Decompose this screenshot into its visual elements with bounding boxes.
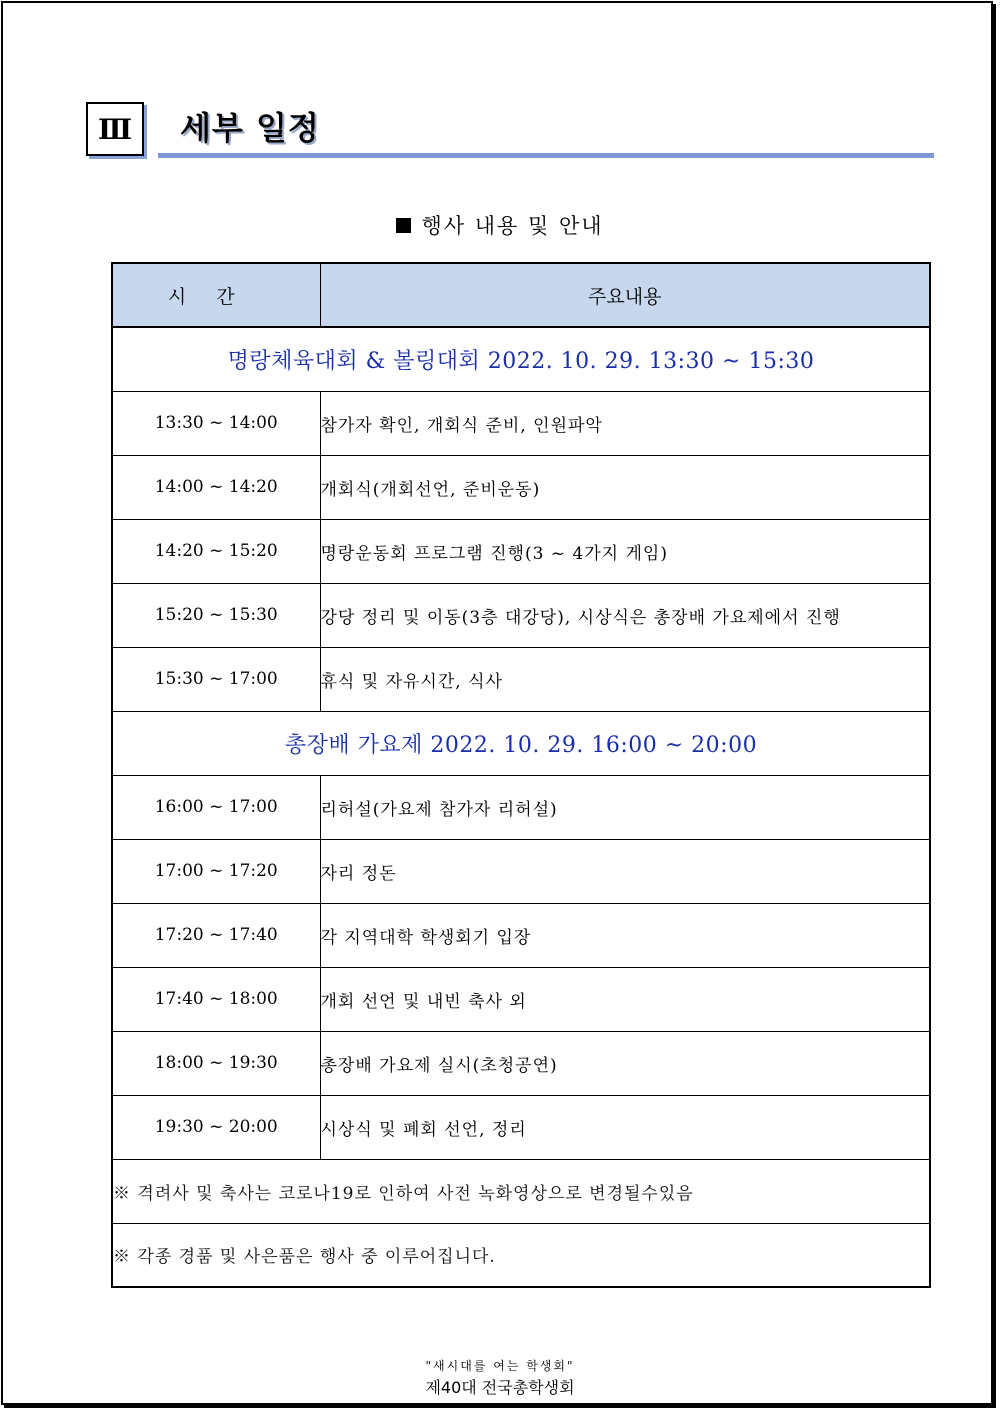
table-row <box>112 519 930 583</box>
time-cell: 14:00 ~ 14:20 <box>112 455 320 519</box>
table-row <box>112 583 930 647</box>
time-cell: 15:20 ~ 15:30 <box>112 583 320 647</box>
footer-org: 제40대 전국총학생회 <box>425 1378 575 1397</box>
subheading-text: 행사 내용 및 안내 <box>421 214 604 238</box>
time-cell: 14:20 ~ 15:20 <box>112 519 320 583</box>
content-cell: 강당 정리 및 이동(3층 대강당), 시상식은 총장배 가요제에서 진행 <box>320 583 930 647</box>
table-row <box>112 1031 930 1095</box>
time-cell: 17:00 ~ 17:20 <box>112 839 320 903</box>
content-cell: 자리 정돈 <box>320 839 930 903</box>
note-row <box>112 1159 930 1223</box>
footer <box>0 1356 1000 1400</box>
content-cell: 명랑운동회 프로그램 진행(3 ~ 4가지 게임) <box>320 519 930 583</box>
section-number: Ⅲ <box>97 112 133 146</box>
content-column-header: 주요내용 <box>320 263 930 327</box>
content-cell: 각 지역대학 학생회기 입장 <box>320 903 930 967</box>
time-cell: 16:00 ~ 17:00 <box>112 775 320 839</box>
content-cell: 총장배 가요제 실시(초청공연) <box>320 1031 930 1095</box>
content-cell: 개회식(개회선언, 준비운동) <box>320 455 930 519</box>
time-cell: 17:20 ~ 17:40 <box>112 903 320 967</box>
schedule-table <box>111 262 931 1288</box>
time-cell: 13:30 ~ 14:00 <box>112 391 320 455</box>
time-cell: 17:40 ~ 18:00 <box>112 967 320 1031</box>
table-header-row <box>112 263 930 327</box>
time-cell: 19:30 ~ 20:00 <box>112 1095 320 1159</box>
group-title-row <box>112 711 930 775</box>
table-row <box>112 839 930 903</box>
content-cell: 시상식 및 폐회 선언, 정리 <box>320 1095 930 1159</box>
content-cell: 개회 선언 및 내빈 축사 외 <box>320 967 930 1031</box>
table-row <box>112 903 930 967</box>
content-cell: 참가자 확인, 개회식 준비, 인원파악 <box>320 391 930 455</box>
table-row <box>112 391 930 455</box>
time-cell: 15:30 ~ 17:00 <box>112 647 320 711</box>
table-row <box>112 455 930 519</box>
group-title-row <box>112 327 930 391</box>
table-row <box>112 967 930 1031</box>
section-rule <box>158 153 934 158</box>
section-title: 세부 일정 <box>180 109 320 147</box>
note-cell: ※ 각종 경품 및 사은품은 행사 중 이루어집니다. <box>112 1223 930 1287</box>
group-title-sports: 명랑체육대회 & 볼링대회 2022. 10. 29. 13:30 ~ 15:30 <box>112 327 930 391</box>
content-cell: 휴식 및 자유시간, 식사 <box>320 647 930 711</box>
table-row <box>112 647 930 711</box>
group-title-song-festival: 총장배 가요제 2022. 10. 29. 16:00 ~ 20:00 <box>112 711 930 775</box>
note-row <box>112 1223 930 1287</box>
time-column-header: 시간 <box>112 263 320 327</box>
time-cell: 18:00 ~ 19:30 <box>112 1031 320 1095</box>
note-cell: ※ 격려사 및 축사는 코로나19로 인하여 사전 녹화영상으로 변경될수있음 <box>112 1159 930 1223</box>
content-cell: 리허설(가요제 참가자 리허설) <box>320 775 930 839</box>
table-row <box>112 1095 930 1159</box>
section-number-box <box>86 102 144 156</box>
subheading <box>0 208 1000 242</box>
table-row <box>112 775 930 839</box>
black-square-icon <box>396 218 411 233</box>
footer-slogan: "새시대를 여는 학생회" <box>425 1359 575 1373</box>
